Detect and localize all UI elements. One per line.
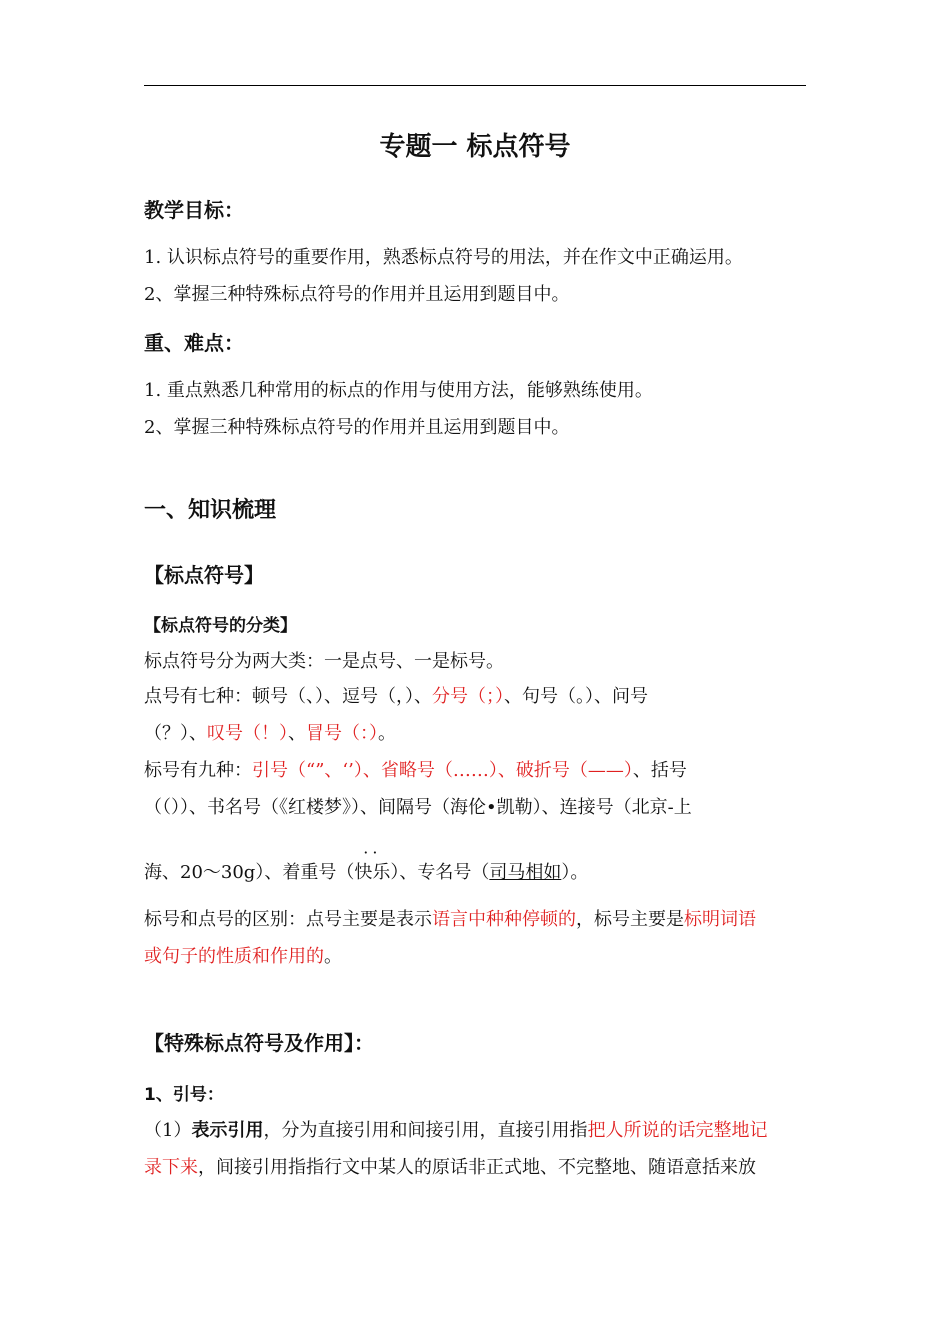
text-run: 标号有九种： — [144, 760, 252, 781]
difficulty-item-2: 2、掌握三种特殊标点符号的作用并且运用到题目中。 — [144, 417, 570, 438]
quotes-para-line-2 — [144, 1156, 756, 1180]
text-run: 、括号 — [632, 760, 687, 781]
highlight-run: 分号（；） — [432, 686, 504, 707]
emphasis-dots: ·· — [363, 843, 382, 862]
biaohao-line-1 — [144, 759, 687, 783]
difference-line-1 — [144, 908, 756, 932]
text-run: ，标号主要是 — [576, 909, 684, 930]
highlight-run: 把人所说的话完整地记 — [587, 1120, 768, 1141]
text-run: 。 — [378, 723, 396, 744]
difficulties-heading: 重、难点： — [144, 331, 244, 355]
difference-line-2 — [144, 945, 342, 969]
emphasis-mark-example — [354, 843, 391, 885]
text-run: 、 — [288, 723, 306, 744]
classification-intro: 标点符号分为两大类：一是点号、一是标号。 — [144, 651, 504, 672]
dianhao-line-2 — [144, 722, 396, 746]
text-run: （1） — [144, 1120, 192, 1141]
bold-run: 表示引用 — [191, 1120, 264, 1141]
text-run: 快乐 — [354, 862, 391, 883]
section-heading-knowledge: 一、知识梳理 — [144, 498, 277, 523]
text-run: ，间接引用指指行文中某人的原话非正式地、不完整地、随语意括来放 — [198, 1157, 756, 1178]
highlight-run: 叹号（！） — [207, 723, 288, 744]
text-run: 点号有七种：顿号（、）、逗号（，）、 — [144, 686, 432, 707]
header-rule — [144, 85, 806, 86]
subheading-punctuation: 【标点符号】 — [144, 563, 264, 587]
text-run: ，分为直接引用和间接引用，直接引用指 — [263, 1120, 588, 1141]
highlight-run: 或句子的性质和作用的 — [144, 946, 324, 967]
highlight-run: 冒号（：） — [306, 723, 378, 744]
text-run: ）、专名号（ — [390, 862, 490, 883]
goal-item-2: 2、掌握三种特殊标点符号的作用并且运用到题目中。 — [144, 284, 570, 305]
text-run: 。 — [324, 946, 342, 967]
text-run: 、句号（。）、问号 — [504, 686, 648, 707]
text-run: （？）、 — [144, 723, 207, 744]
biaohao-line-2: （（））、书名号（《红楼梦》）、间隔号（海伦•凯勒）、连接号（北京-上 — [144, 797, 692, 818]
highlight-run: 标明词语 — [684, 909, 756, 930]
highlight-run: 录下来 — [144, 1157, 198, 1178]
special-item-quotes: 1、引号： — [144, 1085, 224, 1105]
special-heading: 【特殊标点符号及作用】： — [144, 1031, 374, 1055]
highlight-run: 语言中种种停顿的 — [432, 909, 576, 930]
text-run: ）。 — [561, 862, 589, 883]
subheading-classification: 【标点符号的分类】 — [144, 616, 297, 636]
quotes-para-line-1 — [144, 1119, 767, 1143]
text-run: 海、20～30g）、着重号（ — [144, 862, 355, 883]
proper-name-underline: 司马相如 — [489, 862, 562, 883]
difficulty-item-1: 1. 重点熟悉几种常用的标点的作用与使用方法，能够熟练使用。 — [144, 380, 653, 401]
goal-item-1: 1. 认识标点符号的重要作用，熟悉标点符号的用法，并在作文中正确运用。 — [144, 247, 743, 268]
biaohao-line-3 — [144, 843, 589, 885]
dianhao-line-1 — [144, 685, 648, 709]
text-run: 标号和点号的区别：点号主要是表示 — [144, 909, 432, 930]
goals-heading: 教学目标： — [144, 198, 244, 222]
highlight-run: 引号（“”、‘’）、省略号（……）、破折号（——） — [252, 760, 633, 781]
page-title: 专题一 标点符号 — [379, 132, 571, 162]
